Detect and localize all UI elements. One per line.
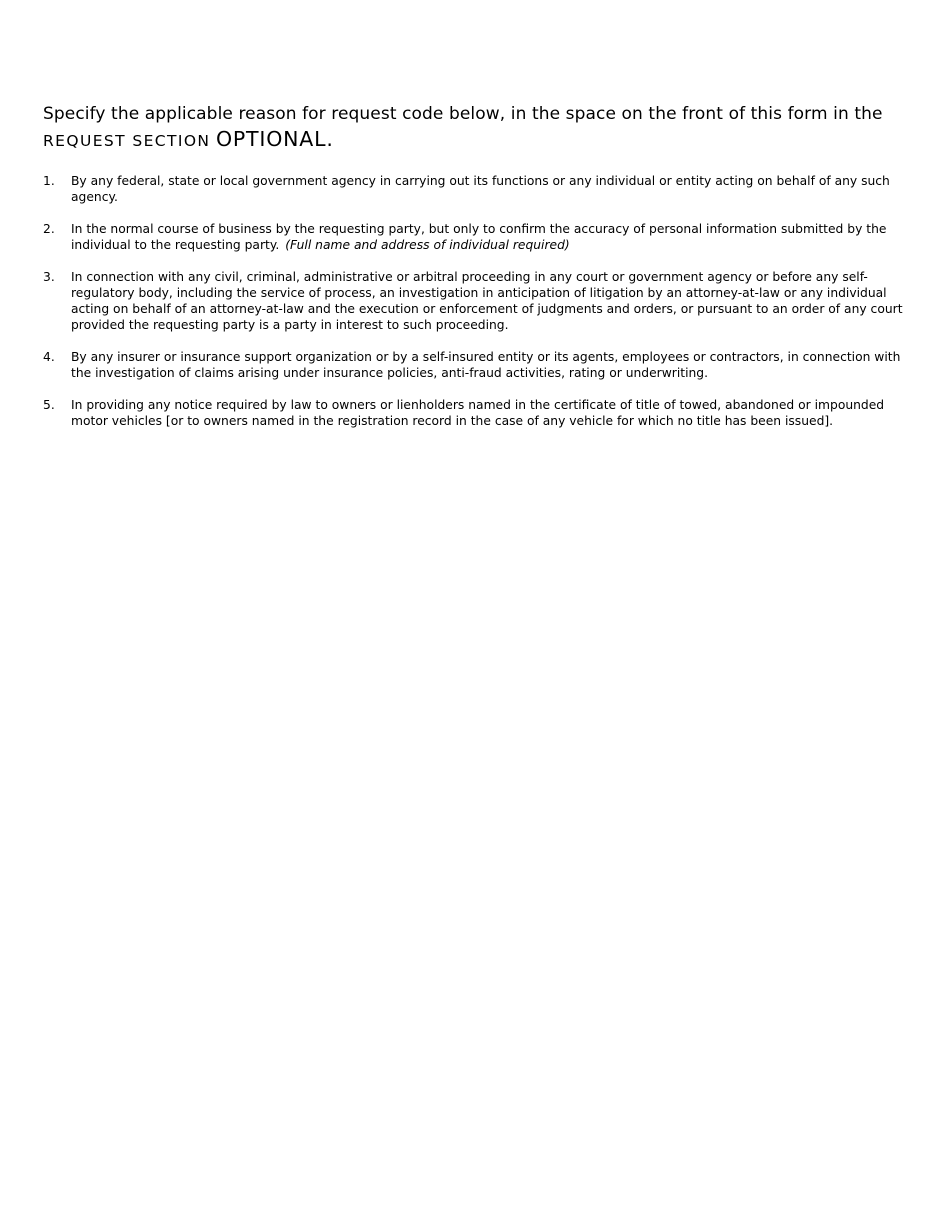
- request-section-label: REQUEST SECTION: [43, 132, 211, 150]
- reason-number: 2.: [43, 222, 55, 236]
- reason-item-2: [43, 221, 905, 253]
- reason-number: 4.: [43, 350, 55, 364]
- reason-text: In the normal course of business by the requesting party, but only to confirm the accuracy of personal information submitted by the individual to the requesting party.: [71, 222, 887, 252]
- reason-number: 3.: [43, 270, 55, 284]
- reason-item-3: [43, 269, 905, 333]
- reason-number: 1.: [43, 174, 55, 188]
- optional-label: OPTIONAL.: [215, 127, 334, 151]
- reason-text: In providing any notice required by law to owners or lienholders named in the certificate of title of towed, abandoned or impounded motor vehicles [or to owners named in the registration record in the case of any vehicle for which no title has been issued].: [71, 398, 885, 428]
- reason-item-1: [43, 173, 905, 205]
- reason-text: By any insurer or insurance support organization or by a self-insured entity or its agents, employees or contractors, in connection with the investigation of claims arising under insurance policies, anti-fraud activities, rating or underwriting.: [71, 350, 901, 380]
- reason-text: By any federal, state or local government agency in carrying out its functions or any individual or entity acting on behalf of any such agency.: [71, 174, 890, 204]
- reason-text: In connection with any civil, criminal, administrative or arbitral proceeding in any court or government agency or before any self-regulatory body, including the service of process, an investigation in anticipation of litigation by an attorney-at-law or any individual acting on behalf of an attorney-at-law and the execution or enforcement of judgments and orders, or pursuant to an order of any court provided the requesting party is a party in interest to such proceeding.: [71, 270, 903, 332]
- reason-item-4: [43, 349, 905, 381]
- reason-item-5: [43, 397, 905, 429]
- reason-note: (Full name and address of individual required): [285, 238, 570, 252]
- instructions-text: Specify the applicable reason for request code below, in the space on the front of this form in the: [43, 104, 883, 124]
- reason-code-list: [43, 173, 905, 445]
- instructions-paragraph: [43, 102, 923, 154]
- reason-number: 5.: [43, 398, 55, 412]
